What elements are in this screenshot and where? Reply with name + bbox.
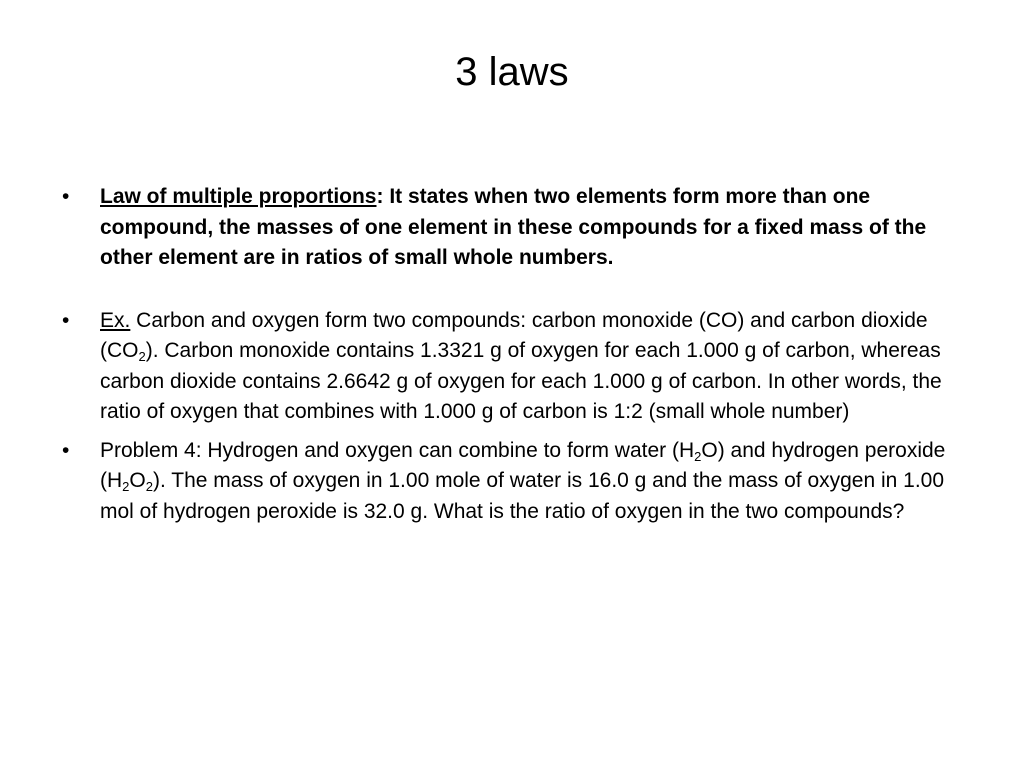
problem-text-part: O) and hydrogen peroxide (H [100, 438, 946, 492]
bullet-icon: • [62, 438, 70, 462]
subscript: 2 [122, 479, 130, 494]
bullet-law-definition [56, 182, 976, 274]
problem-text-part: ). The mass of oxygen in 1.00 mole of water is 16.0 g and the mass of oxygen in 1.00 mol of hydrogen peroxide is 32.0 g. What is the ratio of oxygen in the two compounds? [100, 469, 945, 523]
slide-body [56, 182, 976, 527]
bullet-icon: • [62, 308, 70, 332]
bullet-example [56, 306, 976, 428]
bullet-problem [56, 436, 976, 528]
subscript: 2 [145, 479, 153, 494]
problem-text-part: Problem 4: Hydrogen and oxygen can combine to form water (H [100, 438, 695, 462]
problem-text-part: O [129, 469, 146, 492]
bullet-icon: • [62, 185, 70, 208]
law-paragraph [100, 185, 926, 269]
example-text-part: ). Carbon monoxide contains 1.3321 g of oxygen for each 1.000 g of carbon, whereas carbon dioxide contains 2.6642 g of oxygen for each 1.000 g of carbon. In other words, the ratio of oxygen that combines with 1.000 g of carbon is 1:2 (small whole number) [100, 339, 942, 423]
law-definition-text: : It states when two elements form more than one compound, the masses of one element in these compounds for a fixed mass of the other element are in ratios of small whole numbers. [100, 185, 927, 269]
subscript: 2 [694, 448, 702, 464]
example-text-part: Carbon and oxygen form two compounds: carbon monoxide (CO) and carbon dioxide (CO [100, 308, 928, 362]
law-term: Law of multiple proportions [100, 185, 377, 208]
problem-paragraph [100, 439, 945, 523]
slide-title: 3 laws [455, 50, 569, 94]
subscript: 2 [138, 349, 146, 364]
example-label: Ex. [100, 308, 131, 332]
example-paragraph [100, 309, 942, 424]
